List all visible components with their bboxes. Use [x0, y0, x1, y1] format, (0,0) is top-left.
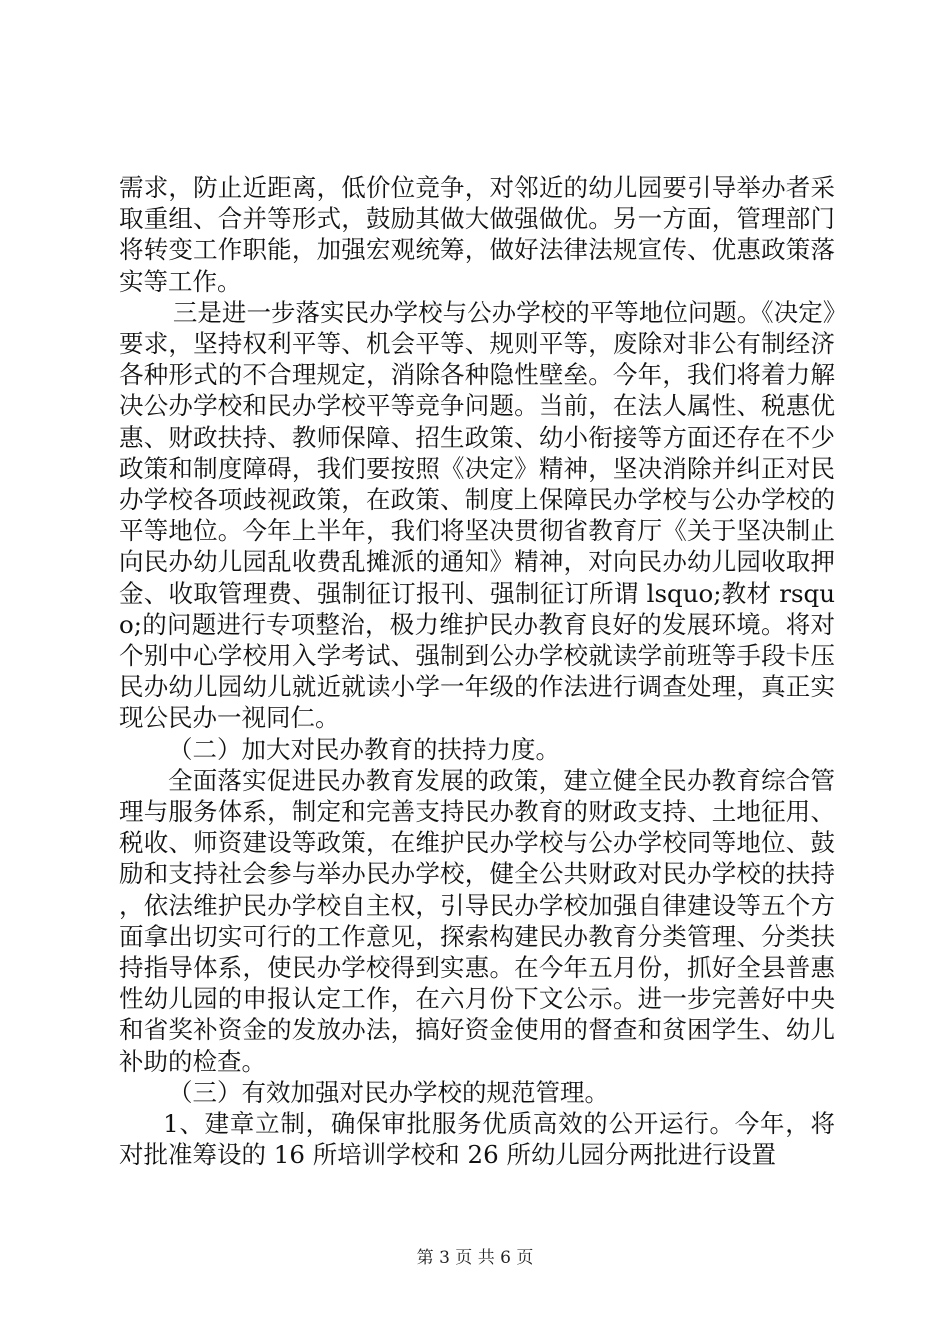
paragraph-support: 全面落实促进民办教育发展的政策，建立健全民办教育综合管理与服务体系，制定和完善支持民办教育的财政支持、土地征用、税收、师资建设等政策，在维护民办学校与公办学校同等地位、鼓励和支持社会参与举办民办学校，健全公共财政对民办学校的扶持，依法维护民办学校自主权，引导民办学校加强自律建设等五个方面拿出切实可行的工作意见，探索构建民办教育分类管理、分类扶持指导体系，使民办学校得到实惠。在今年五月份，抓好全县普惠性幼儿园的申报认定工作，在六月份下文公示。进一步完善好中央和省奖补资金的发放办法，搞好资金使用的督查和贫困学生、幼儿补助的检查。 — [119, 765, 835, 1076]
document-body — [119, 172, 835, 1171]
section-heading-support: （二）加大对民办教育的扶持力度。 — [168, 734, 560, 764]
paragraph-regulations: 1、建章立制，确保审批服务优质高效的公开运行。今年，将对批准筹设的 16 所培训学校和 26 所幼儿园分两批进行设置 — [119, 1109, 835, 1170]
paragraph-equal-status: 三是进一步落实民办学校与公办学校的平等地位问题。《决定》要求，坚持权利平等、机会平等、规则平等，废除对非公有制经济各种形式的不合理规定，消除各种隐性壁垒。今年，我们将着力解决公办学校和民办学校平等竞争问题。当前，在法人属性、税惠优惠、财政扶持、教师保障、招生政策、幼小衔接等方面还存在不少政策和制度障碍，我们要按照《决定》精神，坚决消除并纠正对民办学校各项歧视政策，在政策、制度上保障民办学校与公办学校的平等地位。今年上半年，我们将坚决贯彻省教育厅《关于坚决制止向民办幼儿园乱收费乱摊派的通知》精神，对向民办幼儿园收取押金、收取管理费、强制征订报刊、强制征订所谓 lsquo;教材 rsquo;的问题进行专项整治，极力维护民办教育良好的发展环境。将对个别中心学校用入学考试、强制到公办学校就读学前班等手段卡压民办幼儿园幼儿就近就读小学一年级的作法进行调查处理，真正实现公民办一视同仁。 — [119, 297, 835, 733]
paragraph-continuation: 需求，防止近距离，低价位竞争，对邻近的幼儿园要引导举办者采取重组、合并等形式，鼓励其做大做强做优。另一方面，管理部门将转变工作职能，加强宏观统筹，做好法律法规宣传、优惠政策落实等工作。 — [119, 173, 835, 296]
section-heading-management: （三）有效加强对民办学校的规范管理。 — [168, 1077, 609, 1107]
page-number-footer: 第 3 页 共 6 页 — [416, 1248, 534, 1268]
